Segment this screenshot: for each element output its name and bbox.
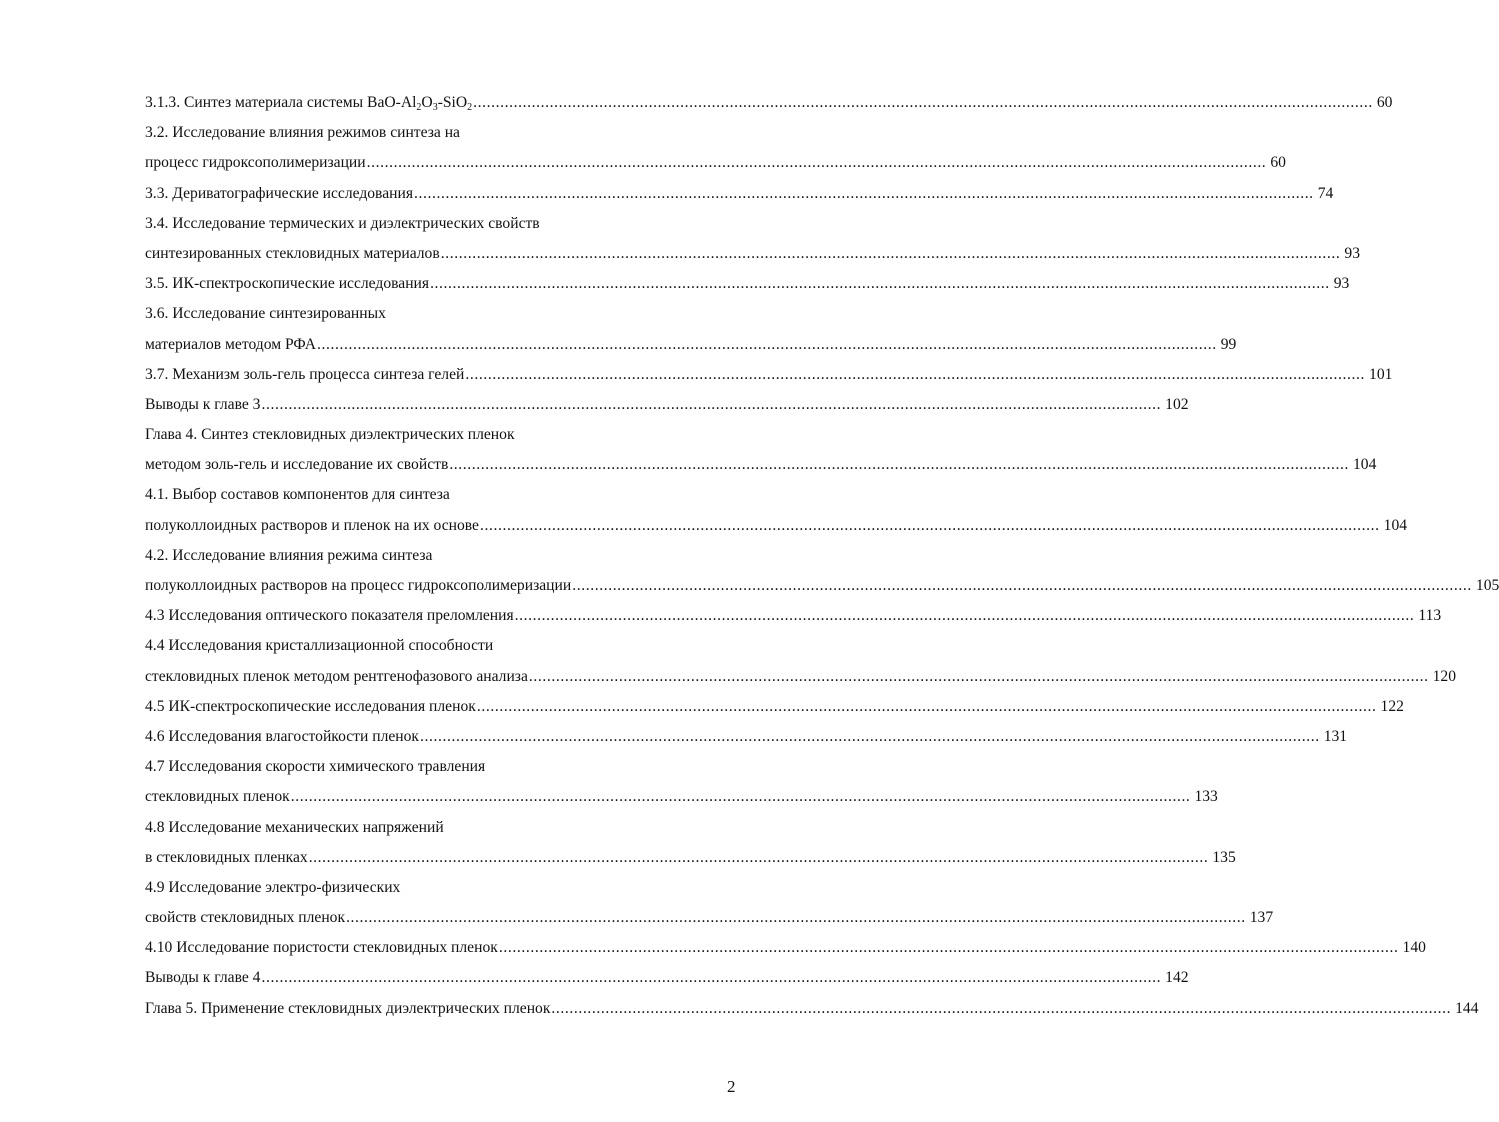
toc-entry-title: полуколлоидных растворов на процесс гидроксополимеризации	[145, 577, 572, 594]
leader-dots: ........................................................................................................................................................................................................	[414, 184, 1314, 202]
toc-entry	[145, 813, 712, 843]
toc-entry-title: Глава 5. Применение стекловидных диэлектрических пленок	[145, 999, 551, 1017]
toc-entry	[145, 420, 712, 450]
toc-entry	[145, 330, 1237, 360]
toc-entry	[145, 631, 712, 661]
toc-page-number: 133	[1194, 788, 1218, 806]
leader-dots: ........................................................................................................................................................................................................	[366, 154, 1267, 172]
toc-entry-title: материалов методом РФА	[145, 335, 317, 353]
toc-entry	[145, 601, 1442, 631]
toc-entry	[145, 118, 712, 148]
toc-entry-title: 4.5 ИК-спектроскопические исследования пленок	[145, 697, 476, 715]
toc-entry	[145, 239, 1360, 269]
toc-entry-title: 3.3. Дериватографические исследования	[145, 184, 413, 202]
toc-page-number: 120	[1432, 667, 1456, 685]
leader-dots: ........................................................................................................................................................................................................	[572, 577, 1472, 594]
toc-page-number: 140	[1402, 939, 1426, 957]
toc-entry	[145, 299, 712, 329]
toc-page-number: 104	[1353, 456, 1377, 474]
leader-dots: ........................................................................................................................................................................................................	[261, 395, 1162, 413]
toc-entry-title: 3.7. Механизм золь-гель процесса синтеза гелей	[145, 365, 465, 383]
toc-entry-title: 4.7 Исследования скорости химического травления	[145, 758, 486, 776]
toc-entry-title: 4.6 Исследования влагостойкости пленок	[145, 727, 420, 745]
leader-dots: ........................................................................................................................................................................................................	[514, 607, 1415, 625]
toc-entry-title: 3.5. ИК-спектроскопические исследования	[145, 275, 430, 293]
toc-page-number: 137	[1249, 909, 1274, 927]
toc-entry-title: в стекловидных пленках	[145, 848, 308, 866]
toc-entry	[145, 994, 1479, 1024]
toc-entry	[145, 390, 1189, 420]
toc-page-number: 105	[1475, 577, 1499, 594]
toc-page-number: 101	[1369, 365, 1393, 383]
toc-entry	[145, 963, 1189, 993]
toc-entry	[145, 511, 1408, 541]
leader-dots: ........................................................................................................................................................................................................	[440, 244, 1341, 262]
leader-dots: ........................................................................................................................................................................................................	[476, 697, 1377, 715]
toc-entry	[145, 209, 712, 239]
toc-entry	[145, 450, 1377, 480]
toc-entry	[145, 903, 1274, 933]
toc-page-number: 104	[1383, 516, 1408, 534]
toc-entry-title: полуколлоидных растворов и пленок на их основе	[145, 516, 479, 534]
toc-entry	[145, 752, 712, 782]
toc-entry-title: Выводы к главе 4	[145, 969, 261, 987]
toc-entry	[145, 722, 1348, 752]
toc-entry-title: 3.2. Исследование влияния режимов синтеза на	[145, 124, 460, 142]
toc-entry-title: стекловидных пленок методом рентгенофазового анализа	[145, 667, 528, 685]
toc-entry-title: свойств стекловидных пленок	[145, 909, 346, 927]
leader-dots: ........................................................................................................................................................................................................	[308, 848, 1209, 866]
leader-dots: ........................................................................................................................................................................................................	[551, 999, 1452, 1017]
toc-entry	[145, 662, 1456, 692]
toc-entry-title: 3.4. Исследование термических и диэлектрических свойств	[145, 214, 540, 232]
toc-page-number: 113	[1418, 607, 1442, 625]
toc-page-number: 131	[1323, 727, 1348, 745]
toc-page-number: 144	[1455, 999, 1479, 1017]
toc-entry-title: 4.2. Исследование влияния режима синтеза	[145, 546, 433, 564]
leader-dots: ........................................................................................................................................................................................................	[479, 516, 1380, 534]
toc-entry-title: 4.10 Исследование пористости стекловидных пленок	[145, 939, 498, 957]
leader-dots: ........................................................................................................................................................................................................	[420, 727, 1320, 745]
toc-entry-title: 4.1. Выбор составов компонентов для синтеза	[145, 486, 450, 504]
toc-entry-title: стекловидных пленок	[145, 788, 290, 806]
toc-entry	[145, 88, 1393, 118]
toc-entry	[145, 873, 712, 903]
toc-entry	[145, 480, 712, 510]
leader-dots: ........................................................................................................................................................................................................	[290, 788, 1191, 806]
toc-page-number: 93	[1344, 244, 1360, 262]
toc-entry-title: 3.6. Исследование синтезированных	[145, 305, 386, 323]
toc-entry-title: 4.3 Исследования оптического показателя преломления	[145, 607, 514, 625]
toc-entry	[145, 933, 1426, 963]
leader-dots: ........................................................................................................................................................................................................	[528, 667, 1429, 685]
leader-dots: ........................................................................................................................................................................................................	[430, 275, 1330, 293]
toc-entry-title: 4.4 Исследования кристаллизационной способности	[145, 637, 494, 655]
toc-entry	[145, 179, 1334, 209]
toc-entry-title: 4.9 Исследование электро-физических	[145, 878, 401, 896]
toc-page-number: 142	[1165, 969, 1189, 987]
toc-page-number: 99	[1220, 335, 1237, 353]
leader-dots: ........................................................................................................................................................................................................	[498, 939, 1399, 957]
toc-entry-title: Выводы к главе 3	[145, 395, 261, 413]
toc-page-number: 60	[1270, 154, 1286, 172]
toc-page-number: 102	[1165, 395, 1189, 413]
toc-page-number: 74	[1317, 184, 1334, 202]
toc-page-number: 122	[1380, 697, 1404, 715]
toc-page-number: 93	[1333, 275, 1350, 293]
leader-dots: ........................................................................................................................................................................................................	[346, 909, 1246, 927]
toc-entry	[145, 692, 1404, 722]
leader-dots: ........................................................................................................................................................................................................	[261, 969, 1162, 987]
toc-entry-title: 4.8 Исследование механических напряжений	[145, 818, 444, 836]
toc-entry	[145, 148, 1286, 178]
leader-dots: ........................................................................................................................................................................................................	[465, 365, 1366, 383]
toc-entry	[145, 541, 712, 571]
toc-entry-title: методом золь-гель и исследование их свойств	[145, 456, 449, 474]
toc-entry	[145, 843, 1236, 873]
toc-entry-title: Глава 4. Синтез стекловидных диэлектрических пленок	[145, 426, 515, 444]
toc-entry	[145, 269, 1350, 299]
leader-dots: ........................................................................................................................................................................................................	[449, 456, 1349, 474]
toc-entry-title: процесс гидроксополимеризации	[145, 154, 366, 172]
toc-page-number: 135	[1212, 848, 1236, 866]
toc-entry-title: синтезированных стекловидных материалов	[145, 244, 440, 262]
table-of-contents	[145, 88, 1499, 1024]
leader-dots: ........................................................................................................................................................................................................	[317, 335, 1217, 353]
toc-entry-title: 3.1.3. Синтез материала системы BaO-$Al_2O_3-SiO_2$	[145, 94, 473, 113]
toc-entry	[145, 571, 1499, 601]
toc-page-number: 60	[1376, 94, 1393, 111]
page-number: 2	[727, 1077, 736, 1096]
toc-entry	[145, 782, 1218, 812]
leader-dots: ........................................................................................................................................................................................................	[473, 94, 1373, 111]
toc-entry	[145, 360, 1393, 390]
